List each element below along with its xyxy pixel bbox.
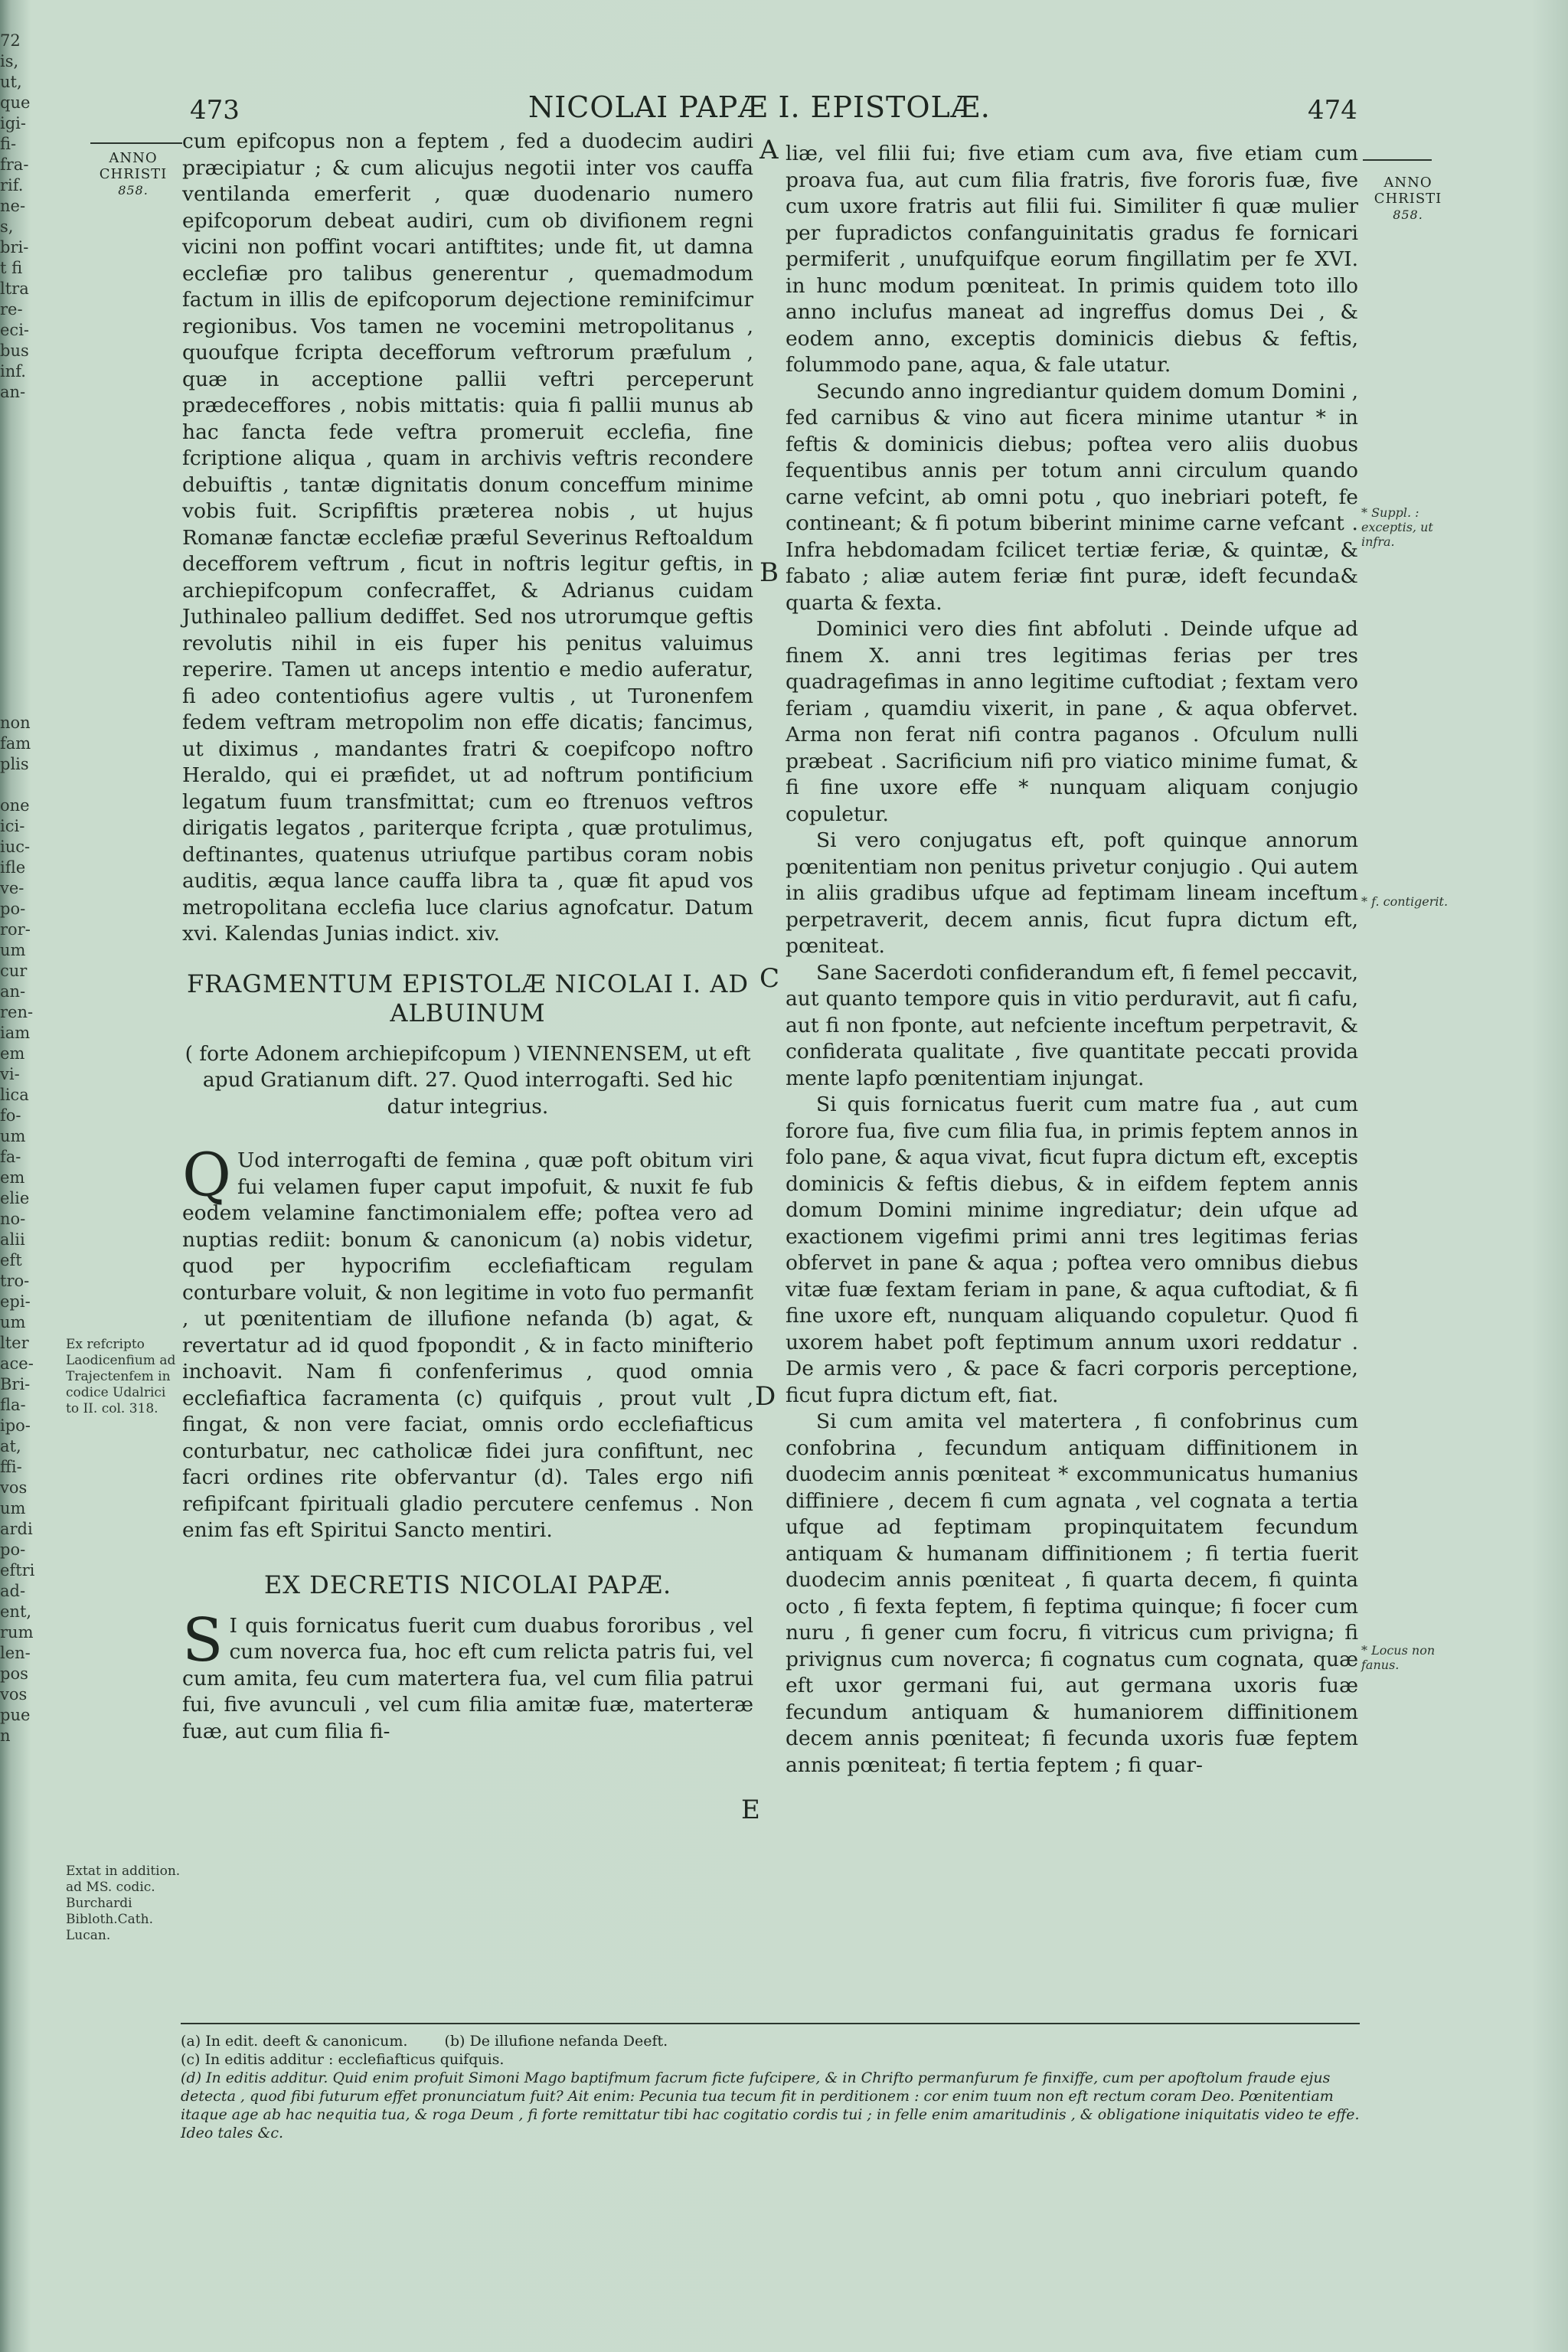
gutter-fragment: 72 — [0, 31, 21, 50]
gutter-fragment: iuc- — [0, 838, 31, 856]
gutter-fragment: ren- — [0, 1003, 34, 1021]
paragraph: Si quis fornicatus fuerit cum matre fua , aut cum forore fua, five cum filia fua, in primis feptem annos in folo pane, & aqua vivat, ficut fupra dictum eft, exceptis dominicis & feftis diebus, & in eifdem feptem annis domum Domini minime ingrediatur; dein ufque ad exactionem vigefimi primi anni tres legitimas ferias obfervet in pane & aqua ; poftea vero omnibus diebus vitæ fuæ fextam feriam in pane, & aqua cuftodiat, & fi fine uxore eft, nunquam aliquando copuletur. Quod fi uxorem habet poft feptimum annum uxori reddatur . De armis vero , & pace & facri corporis perceptione, ficut fupra dictum eft, fiat. — [786, 1093, 1358, 1407]
gutter-fragment: ad- — [0, 1582, 26, 1600]
fragment-paragraph — [182, 1141, 753, 1544]
gutter-fragment: pue — [0, 1706, 31, 1724]
decreta-paragraph — [182, 1606, 753, 1746]
section-marker-b: B — [760, 557, 779, 588]
gutter-fragment: fo- — [0, 1106, 21, 1125]
gutter-fragment — [0, 630, 40, 651]
gutter-fragment — [0, 506, 40, 527]
gutter-fragment: eci- — [0, 321, 30, 339]
footnotes — [181, 2032, 1360, 2142]
paragraph: Dominici vero dies fint abfoluti . Deinde ufque ad finem X. anni tres legitimas ferias per tres quadragefimas in anno legitime cuftodiat ; fextam vero feriam , quamdiu vixerit, in pane , & aqua obfervet. Arma non ferat nifi contra paganos . Ofculum nulli præbeat . Sacrificium nifi pro viatico minime fumat, & fi fine uxore effe * nunquam aliquam conjugio copuletur. — [786, 617, 1358, 826]
gutter-fragment — [0, 547, 40, 568]
gutter-fragment — [0, 527, 40, 547]
gutter-fragment: ve- — [0, 879, 24, 897]
gutter-fragment: bri- — [0, 238, 29, 256]
margin-note-right-1: * Suppl. : exceptis, ut infra. — [1361, 505, 1433, 549]
gutter-fragment: plis — [0, 755, 29, 773]
gutter-fragment: inf. — [0, 362, 26, 381]
gutter-fragment: one — [0, 796, 30, 815]
gutter-fragment: um — [0, 1499, 26, 1517]
gutter-fragment — [0, 651, 40, 671]
paragraph: liæ, vel filii fui; five etiam cum ava, five etiam cum proava fua, aut cum filia fratris, five fororis fuæ, five cum uxore fratris aut filii fui. Similiter fi quæ mulier per fupradictos confanguinitatis gradus fe fornicari permiferit , unufquifque eorum fingillatim per fe XVI. in hunc modum pœniteat. In primis quidem toto illo anno inclufus maneat ad ingreffus domus Dei , & eodem anno, exceptis dominicis diebus & feftis, folummodo pane, aqua, & fale utatur. — [786, 142, 1358, 377]
gutter-fragment: vos — [0, 1478, 28, 1497]
section-heading-fragmentum: FRAGMENTUM EPISTOLÆ NICOLAI I. AD ALBUINUM — [186, 969, 750, 1027]
gutter-fragment: ipo- — [0, 1416, 31, 1435]
gutter-fragment: fra- — [0, 155, 29, 174]
gutter-fragment: tro- — [0, 1272, 30, 1290]
gutter-fragment: n — [0, 1726, 11, 1745]
gutter-fragment: que — [0, 93, 31, 112]
header-rule-left — [90, 142, 182, 144]
gutter-fragment: at, — [0, 1437, 21, 1455]
paragraph: I quis fornicatus fuerit cum duabus fororibus , vel cum noverca fua, hoc eft cum relicta patris fui, vel cum amita, feu cum matertera fua, vel cum filia patrui fui, five avunculi , vel cum filia amitæ fuæ, materteræ fuæ, aut cum filia fi- — [182, 1613, 753, 1743]
gutter-fragment: rif. — [0, 176, 24, 194]
gutter-fragment: um — [0, 941, 26, 959]
gutter-fragment: iam — [0, 1024, 31, 1042]
gutter-fragment: s, — [0, 217, 14, 236]
gutter-fragment: po- — [0, 1540, 26, 1559]
gutter-fragment: non — [0, 714, 31, 732]
gutter-fragment: fla- — [0, 1396, 26, 1414]
gutter-fragment: um — [0, 1127, 26, 1145]
gutter-fragment: fam — [0, 734, 31, 753]
footnote-row — [181, 2032, 1360, 2050]
section-heading-decreta: EX DECRETIS NICOLAI PAPÆ. — [263, 1570, 672, 1599]
gutter-fragment: ffi- — [0, 1458, 22, 1476]
page-number-right: 474 — [1308, 95, 1357, 126]
gutter-fragment: eftri — [0, 1561, 35, 1579]
footnote-rule — [181, 2023, 1360, 2024]
gutter-fragment: ent, — [0, 1602, 32, 1621]
gutter-fragment: um — [0, 1313, 26, 1331]
footnote-d: (d) In editis additur. Quid enim profuit Simoni Mago baptifmum facrum ficte fufcipere, & in Chrifto permanfurum fe finxiffe, cum per apoftolum fraude ejus detecta , quod fibi futurum effet pronunciatum fuit? Ait enim: Pecunia tua tecum fit in perditionem : cor enim tuum non eft rectum coram Deo. Pœnitentiam itaque age ab hac nequitia tua, & roga Deum , fi forte remittatur tibi hac cogitatio cordis tui ; in felle enim amaritudinis , & obligatione iniquitatis video te effe. Ideo tales &c. — [181, 2069, 1360, 2141]
gutter-fragment — [0, 609, 40, 630]
gutter-fragment: ifle — [0, 858, 26, 877]
gutter-fragment: lter — [0, 1334, 29, 1352]
gutter-fragment: Bri- — [0, 1375, 31, 1393]
gutter-fragment: vos — [0, 1685, 28, 1704]
gutter-fragment — [0, 465, 40, 485]
anno-year: 858. — [118, 183, 149, 198]
gutter-fragment: fi- — [0, 135, 17, 153]
footnote-b: (b) De illufione nefanda Deeft. — [444, 2033, 668, 2050]
gutter-fragment: ltra — [0, 279, 29, 298]
right-column — [786, 141, 1358, 1779]
anno-christi-right — [1366, 175, 1450, 223]
anno-christi-left — [86, 150, 181, 198]
gutter-fragment: em — [0, 1044, 25, 1063]
footnote-c: (c) In editis additur : ecclefiafticus quifquis. — [181, 2051, 505, 2068]
section-subheading: ( forte Adonem archiepifcopum ) VIENNENSEM, ut eft apud Gratianum dift. 27. Quod interrogafti. Sed hic datur integrius. — [185, 1041, 751, 1119]
anno-year: 858. — [1393, 207, 1423, 222]
gutter-fragment: em — [0, 1168, 25, 1187]
gutter-fragment: ardi — [0, 1520, 33, 1538]
gutter-fragment: re- — [0, 300, 23, 318]
margin-note-right-3: * Locus non fanus. — [1361, 1643, 1436, 1672]
gutter-fragment: t fi — [0, 259, 23, 277]
paragraph: Si cum amita vel matertera , fi confobrinus cum confobrina , fecundum antiquam diffinitionem in duodecim annis pœniteat * excommunicatus humanius diffiniere , decem fi cum agnata , vel cognata a tertia ufque ad feptimam propinquitatem fecundum antiquam & humanam diffinitionem ; fi tertia fuerit duodecim annis pœniteat , fi quarta decem, fi quinta octo , fi fexta feptem, fi feptima quinque; fi focer cum nuru , fi gener cum focru, fi vitricus cum privigna; fi privignus cum noverca; fi cognatus cum cognata, quæ eft uxor germani fui, aut germana uxoris fuæ fecundum antiquam & humaniorem diffinitionem decem annis pœniteat; fi fecunda uxoris fuæ feptem annis pœniteat; fi tertia feptem ; fi quar- — [786, 1410, 1358, 1777]
paragraph: Sane Sacerdoti confiderandum eft, fi femel peccavit, aut quanto tempore quis in vitio perduravit, aut fi cafu, aut fi non fponte, aut nefciente inceftum perpetravit, & confiderata qualitate , five quantitate peccati provida mente lapfo pœnitentiam injungat. — [786, 960, 1358, 1090]
gutter-fragment — [0, 403, 40, 423]
gutter-fragment: an- — [0, 982, 26, 1001]
section-marker-a: A — [760, 135, 779, 165]
gutter-fragment: eft — [0, 1251, 22, 1269]
gutter-fragment: ici- — [0, 817, 25, 835]
gutter-fragment: lica — [0, 1086, 29, 1104]
gutter-fragment — [0, 568, 40, 589]
gutter-fragment: ne- — [0, 197, 26, 215]
gutter-fragment — [0, 692, 40, 713]
footnote-a: (a) In edit. deeft & canonicum. — [181, 2033, 408, 2050]
gutter-fragment: igi- — [0, 114, 26, 132]
header-rule-right — [1363, 159, 1432, 161]
paragraph: Uod interrogafti de femina , quæ poft obitum viri fui velamen fuper caput impofuit, & nuxit fe fub eodem velamine fanctimonialem effe; poftea vero ad nuptias rediit: bonum & canonicum (a) nobis videtur, quod per hypocrifim ecclefiafticam regulam conturbare voluit, & non legitime in voto fuo permanfit , ut pœnitentiam de illufione nefanda (b) agat, & revertatur ad id quod fpopondit , & in facto minifterio inchoavit. Nam fi confenferimus , quod omnia ecclefiaftica facramenta (c) quifquis , prout vult , fingat, & non vere faciat, omnis ordo ecclefiafticus conturbatur, nec catholicæ fidei jura confiftunt, nec facri ordines rite obfervantur (d). Tales ergo nifi refipifcant fpirituali gladio percutere cenfemus . Non enim fas eft Spiritui Sancto mentiri. — [182, 1148, 753, 1542]
section-marker-d: D — [755, 1381, 776, 1412]
running-title: NICOLAI PAPÆ I. EPISTOLÆ. — [528, 90, 991, 124]
gutter-fragment — [0, 671, 40, 692]
gutter-fragment: vi- — [0, 1065, 20, 1083]
margin-note-left-2: Extat in addition. ad MS. codic. Burchardi Bibloth.Cath. Lucan. — [66, 1864, 181, 1943]
drop-capital: Q — [182, 1141, 231, 1210]
gutter-fragment: no- — [0, 1210, 26, 1228]
paragraph: Secundo anno ingrediantur quidem domum Domini , fed carnibus & vino aut ficera minime utantur * in feftis & dominicis diebus; poftea vero aliis duobus fequentibus annis per totum anni circulum quando carne vefcint, ab omni potu , quo inebriari poteft, fe contineant; & fi potum biberint minime carne vefcant . Infra hebdomadam fcilicet tertiæ feriæ, & quintæ, & fabato ; aliæ autem feriæ fint puræ, ideft fecunda& quarta & fexta. — [786, 379, 1358, 615]
gutter-fragment: bus — [0, 341, 29, 360]
gutter-fragment: ror- — [0, 920, 31, 939]
gutter-fragment — [0, 589, 40, 609]
gutter-fragment — [0, 775, 40, 795]
gutter-fragment: an- — [0, 383, 26, 401]
gutter-fragment: ace- — [0, 1354, 34, 1373]
drop-capital: S — [182, 1606, 224, 1675]
christi-label: CHRISTI — [1374, 191, 1442, 207]
margin-note-left-1: Ex refcripto Laodicenfium ad Trajectenfem in codice Udalrici to II. col. 318. — [66, 1337, 176, 1416]
gutter-fragment: ut, — [0, 73, 22, 91]
left-column — [182, 129, 753, 1745]
gutter-fragment: cur — [0, 962, 28, 980]
gutter-fragment — [0, 423, 40, 444]
gutter-fragment: pos — [0, 1664, 28, 1683]
gutter-fragment: po- — [0, 900, 26, 918]
anno-label: ANNO — [109, 150, 158, 166]
margin-note-right-2: * f. contigerit. — [1361, 894, 1449, 909]
gutter-fragment: len- — [0, 1644, 31, 1662]
gutter-fragment: rum — [0, 1623, 34, 1642]
section-marker-e: E — [741, 1795, 760, 1825]
gutter-fragment — [0, 485, 40, 506]
gutter-fragment: epi- — [0, 1292, 31, 1311]
gutter-fragment: alii — [0, 1230, 25, 1249]
page-number-left: 473 — [190, 95, 240, 126]
paragraph: cum epifcopus non a feptem , fed a duodecim audiri præcipiatur ; & cum alicujus negotii inter vos cauffa ventilanda emerferit , quæ duodenario numero epifcoporum debeat audiri, cum ob divifionem regni vicini non poffint vocari antiftites; unde fit, ut damna ecclefiæ pro talibus generentur , quemadmodum factum in illis de epifcoporum dejectione reminifcimur regionibus. Vos tamen ne vocemini metropolitanus , quoufque fcripta decefforum veftrorum præfulum , quæ in acceptione pallii veftri perceperunt prædeceffores , nobis mittatis: quia fi pallii munus ab hac fancta fede veftra promeruit ecclefia, fine fcriptione aliqua , quam in archivis veftris recondere debuiftis , tantæ dignitatis donum conceffum minime vobis fuit. Scripfiftis præterea nobis , ut hujus Romanæ fanctæ ecclefiæ præful Severinus Reftoaldum decefforem veftrum , ficut in noftris legitur geftis, in archiepifcopum confecraffet, & Adrianus cuidam Juthinaleo pallium dediffet. Sed nos utrorumque geftis revolutis nihil in eis fuper his penitus valuimus reperire. Tamen ut anceps intentio e medio auferatur, fi adeo contentiofius agere vultis , ut Turonenfem fedem veftram metropolim non effe dicatis; fancimus, ut diximus , mandantes fratri & coepifcopo noftro Heraldo, qui ei præfidet, ut ad noftrum pontificium legatum fuum transfmittat; cum eo ftrenuos veftros dirigatis legatos , pariterque fcripta , quæ protulimus, deftinantes, quatenus utriufque partibus coram nobis auditis, æqua lance cauffa libra ta , quæ fit apud vos metropolitana ecclefia luce clarius agnofcatur. Datum xvi. Kalendas Junias indict. xiv. — [182, 129, 753, 946]
gutter-fragment: fa- — [0, 1148, 21, 1166]
gutter-fragment: elie — [0, 1189, 30, 1207]
christi-label: CHRISTI — [99, 166, 168, 182]
anno-label: ANNO — [1383, 175, 1432, 191]
gutter-fragment — [0, 444, 40, 465]
paragraph: Si vero conjugatus eft, poft quinque annorum pœnitentiam non penitus privetur conjugio . Qui autem in aliis gradibus ufque ad feptimam lineam inceftum perpetraverit, decem annis, ficut fupra dictum eft, pœniteat. — [786, 828, 1358, 958]
previous-page-gutter — [0, 31, 40, 2328]
gutter-fragment: is, — [0, 52, 19, 70]
section-marker-c: C — [760, 963, 780, 994]
